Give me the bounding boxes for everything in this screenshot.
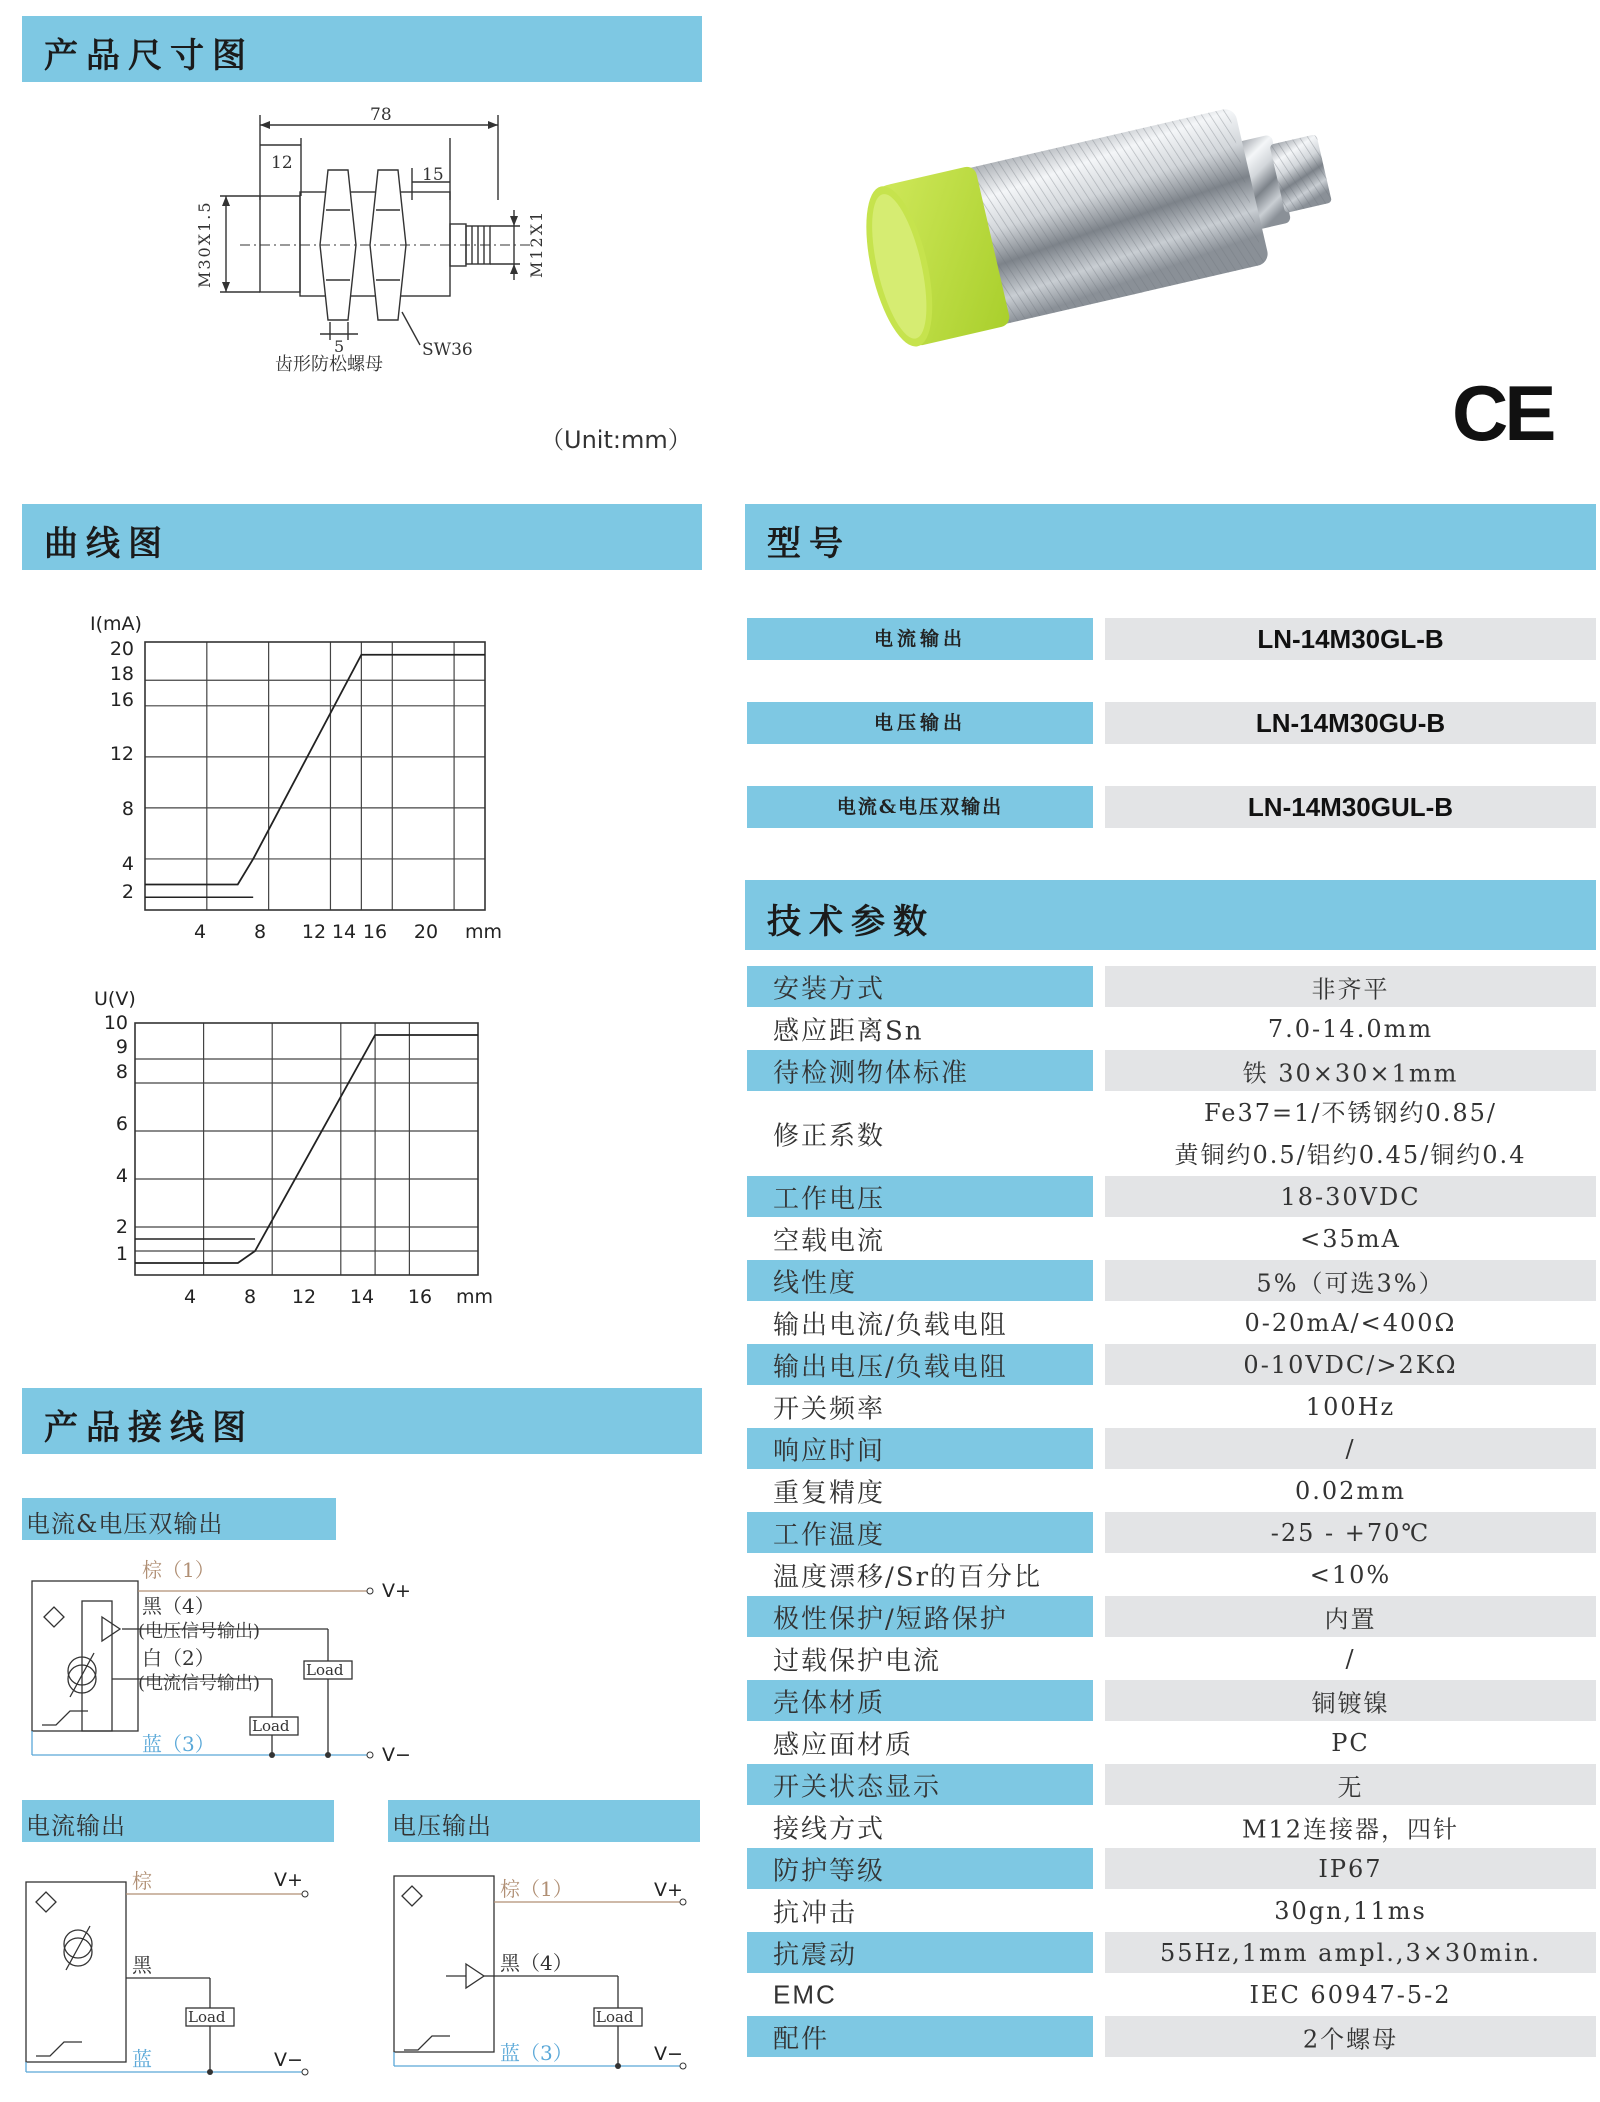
voltage-xtick: 14 — [349, 1286, 375, 1308]
section-header-wiring — [22, 1388, 702, 1454]
section-title: 产品接线图 — [44, 1408, 254, 1448]
current-chart-ylabel: I(mA) — [90, 613, 142, 635]
wiring-voltage-diagram — [390, 1860, 700, 2080]
spec-key: 抗冲击 — [773, 1898, 858, 1928]
wire-black-note: (电压信号输出) — [138, 1621, 261, 1642]
voltage-chart — [80, 985, 520, 1315]
current-xtick: 12 — [301, 921, 327, 943]
spec-value: 铜镀镍 — [1311, 1689, 1390, 1717]
spec-row — [747, 1764, 1596, 1805]
spec-value: IEC 60947-5-2 — [1249, 1980, 1452, 2009]
spec-value-cell — [1105, 1890, 1596, 1931]
model-value: LN-14M30GUL-B — [1105, 786, 1596, 828]
current-xtick: 4 — [193, 921, 207, 943]
spec-key: 温度漂移/Sr的百分比 — [773, 1562, 1043, 1592]
series-line — [145, 655, 485, 885]
dimension-drawing — [180, 100, 580, 390]
spec-value: 55Hz,1mm ampl.,3×30min. — [1160, 1938, 1541, 1967]
spec-value-cell — [1105, 1386, 1596, 1427]
dim-wrench-label: SW36 — [422, 340, 473, 360]
wire-brown-label: 棕 — [132, 1869, 152, 1893]
spec-key-cell — [747, 1974, 1093, 2015]
spec-value-cell — [1105, 1596, 1596, 1637]
voltage-ytick: 4 — [115, 1165, 128, 1187]
voltage-xtick: 8 — [243, 1286, 257, 1308]
load-label: Load — [596, 2008, 634, 2026]
spec-row — [747, 1638, 1596, 1679]
dim-nut-label: 齿形防松螺母 — [275, 354, 383, 375]
spec-value-cell — [1105, 1512, 1596, 1553]
wire-black-label: 黑 — [132, 1953, 152, 1977]
spec-value: 0-10VDC/>2KΩ — [1243, 1350, 1458, 1379]
spec-row — [747, 1554, 1596, 1595]
spec-value-cell — [1105, 2016, 1596, 2057]
current-chart — [80, 610, 520, 950]
load-label: Load — [252, 1717, 290, 1735]
wiring-current-diagram — [22, 1860, 322, 2080]
voltage-ytick: 9 — [115, 1036, 128, 1058]
plot-frame — [145, 642, 485, 910]
spec-value: 铁 30×30×1mm — [1242, 1059, 1459, 1087]
dim-rear-length: 15 — [422, 165, 444, 185]
spec-value-cell — [1105, 1554, 1596, 1595]
spec-key: 修正系数 — [773, 1121, 886, 1151]
wire-brown-label: 棕（1） — [142, 1558, 215, 1582]
spec-key-cell — [747, 1470, 1093, 1511]
wire-white-note: (电流信号输出) — [138, 1673, 261, 1694]
wiring-dual-diagram — [22, 1545, 442, 1765]
spec-key-cell — [747, 1344, 1093, 1385]
model-label: 电压输出 — [747, 702, 1093, 744]
spec-value-cell — [1105, 1638, 1596, 1679]
spec-key: 工作电压 — [773, 1184, 886, 1214]
dim-nut-thickness: 5 — [334, 337, 345, 356]
current-xtick: 20 — [413, 921, 439, 943]
spec-value-cell — [1105, 1176, 1596, 1217]
current-ytick: 18 — [109, 663, 134, 685]
model-value: LN-14M30GU-B — [1105, 702, 1596, 744]
section-header-dimensions — [22, 16, 702, 82]
spec-key-cell — [747, 1050, 1093, 1091]
spec-value-cell — [1105, 966, 1596, 1007]
wire-blue-label: 蓝 — [132, 2047, 152, 2071]
voltage-ytick: 2 — [115, 1216, 128, 1238]
spec-value: 30gn,11ms — [1274, 1896, 1427, 1925]
spec-row — [747, 1680, 1596, 1721]
spec-row — [747, 1470, 1596, 1511]
voltage-xunit: mm — [456, 1286, 494, 1308]
spec-key-cell — [747, 2016, 1093, 2057]
spec-row — [747, 1974, 1596, 2015]
spec-key-cell — [747, 1890, 1093, 1931]
current-xunit: mm — [465, 921, 503, 943]
wire-blue-label: 蓝（3） — [500, 2041, 573, 2065]
spec-value-cell — [1105, 1050, 1596, 1091]
spec-value-cell — [1105, 1260, 1596, 1301]
current-ytick: 12 — [109, 743, 134, 765]
spec-value-cell — [1105, 1008, 1596, 1049]
vplus-label: V+ — [654, 1879, 683, 1901]
spec-key-cell — [747, 1806, 1093, 1847]
plot-frame — [135, 1023, 478, 1275]
dim-front-length: 12 — [271, 153, 293, 173]
spec-value: 无 — [1337, 1773, 1364, 1801]
spec-key-cell — [747, 1218, 1093, 1259]
load-label: Load — [306, 1661, 344, 1679]
spec-key: 感应距离Sn — [773, 1016, 924, 1046]
voltage-xtick: 4 — [183, 1286, 197, 1308]
current-ytick: 4 — [121, 853, 134, 875]
spec-key-cell — [747, 1512, 1093, 1553]
voltage-ytick: 10 — [103, 1012, 128, 1034]
spec-key: 开关频率 — [773, 1394, 886, 1424]
wiring-voltage-title-bar — [388, 1800, 700, 1842]
spec-row — [747, 966, 1596, 1007]
wiring-dual-title: 电流&电压双输出 — [26, 1510, 224, 1538]
spec-row — [747, 1890, 1596, 1931]
spec-value: 0-20mA/<400Ω — [1244, 1308, 1457, 1337]
spec-key-cell — [747, 1428, 1093, 1469]
spec-key: 工作温度 — [773, 1520, 886, 1550]
voltage-xtick: 16 — [407, 1286, 433, 1308]
spec-value: 7.0-14.0mm — [1267, 1014, 1434, 1043]
voltage-ytick: 6 — [115, 1113, 128, 1135]
product-photo — [850, 80, 1370, 350]
voltage-xtick: 12 — [291, 1286, 317, 1308]
spec-value-cell — [1105, 1680, 1596, 1721]
spec-key: 输出电压/负载电阻 — [773, 1352, 1008, 1382]
spec-key-cell — [747, 966, 1093, 1007]
dim-thread-label: M30X1.5 — [195, 200, 214, 288]
spec-row — [747, 1596, 1596, 1637]
spec-value-cell — [1105, 1428, 1596, 1469]
spec-key-cell — [747, 1260, 1093, 1301]
spec-value: Fe37=1/不锈钢约0.85/ — [1203, 1098, 1498, 1127]
spec-row — [747, 1428, 1596, 1469]
spec-row — [747, 1386, 1596, 1427]
spec-key-cell — [747, 1008, 1093, 1049]
spec-key: 重复精度 — [773, 1478, 886, 1508]
spec-value: 5%（可选3%） — [1256, 1269, 1445, 1297]
spec-value-cell — [1105, 1344, 1596, 1385]
spec-row — [747, 1302, 1596, 1343]
spec-row — [747, 1050, 1596, 1091]
spec-key-cell — [747, 1680, 1093, 1721]
spec-row — [747, 1176, 1596, 1217]
spec-value: <35mA — [1300, 1224, 1401, 1253]
spec-value: / — [1345, 1434, 1356, 1463]
spec-value: <10% — [1309, 1560, 1392, 1589]
spec-value: PC — [1331, 1728, 1370, 1757]
spec-key: 输出电流/负载电阻 — [773, 1310, 1008, 1340]
current-ytick: 8 — [121, 798, 134, 820]
spec-key-cell — [747, 1932, 1093, 1973]
spec-value-cell — [1105, 1722, 1596, 1763]
spec-row — [747, 1512, 1596, 1553]
spec-value: 内置 — [1324, 1605, 1377, 1633]
section-header-specs — [745, 880, 1596, 950]
load-label: Load — [188, 2008, 226, 2026]
spec-value: -25 - +70℃ — [1270, 1518, 1431, 1547]
spec-row — [747, 2016, 1596, 2057]
spec-key: 开关状态显示 — [773, 1772, 942, 1802]
wiring-current-title-bar — [22, 1800, 334, 1842]
wiring-current-title: 电流输出 — [26, 1812, 126, 1840]
section-title: 技术参数 — [767, 902, 935, 942]
voltage-ytick: 8 — [115, 1061, 128, 1083]
spec-key: 过载保护电流 — [773, 1646, 942, 1676]
spec-row — [747, 1848, 1596, 1889]
spec-key: 待检测物体标准 — [773, 1058, 970, 1088]
spec-value-cell — [1105, 1470, 1596, 1511]
wire-black-label: 黑（4） — [142, 1594, 215, 1618]
spec-key: 线性度 — [773, 1268, 858, 1298]
spec-value: IP67 — [1318, 1854, 1383, 1883]
spec-row — [747, 1932, 1596, 1973]
spec-value-cell — [1105, 1092, 1596, 1175]
series-line — [135, 1035, 478, 1263]
spec-key: 空载电流 — [773, 1226, 886, 1256]
section-title: 曲线图 — [44, 524, 170, 564]
spec-key-cell — [747, 1386, 1093, 1427]
vminus-label: V− — [274, 2049, 303, 2071]
spec-key: 感应面材质 — [773, 1730, 914, 1760]
spec-key: EMC — [773, 1979, 837, 2009]
spec-value-cell — [1105, 1848, 1596, 1889]
spec-row — [747, 1008, 1596, 1049]
spec-value-line2: 黄铜约0.5/铝约0.45/铜约0.4 — [1174, 1140, 1527, 1169]
spec-value: 非齐平 — [1311, 975, 1390, 1003]
current-ytick: 16 — [109, 689, 134, 711]
spec-key-cell — [747, 1554, 1093, 1595]
spec-row — [747, 1092, 1596, 1175]
spec-row — [747, 1260, 1596, 1301]
wiring-dual-title-bar — [22, 1498, 336, 1540]
spec-value: / — [1345, 1644, 1356, 1673]
spec-key: 壳体材质 — [773, 1688, 886, 1718]
spec-value-cell — [1105, 1302, 1596, 1343]
spec-key-cell — [747, 1176, 1093, 1217]
ce-mark: CE — [1452, 369, 1553, 457]
section-title: 型号 — [767, 524, 851, 564]
spec-key: 安装方式 — [773, 974, 886, 1004]
unit-note: （Unit:mm） — [540, 426, 692, 454]
spec-value: 18-30VDC — [1280, 1182, 1421, 1211]
spec-value: 0.02mm — [1295, 1476, 1406, 1505]
current-xtick: 8 — [253, 921, 267, 943]
model-label: 电流&电压双输出 — [747, 786, 1093, 828]
spec-key-cell — [747, 1302, 1093, 1343]
spec-key: 抗震动 — [773, 1940, 858, 1970]
section-header-curves — [22, 504, 702, 570]
vplus-label: V+ — [274, 1869, 303, 1891]
wire-brown-label: 棕（1） — [500, 1877, 573, 1901]
spec-key-cell — [747, 1722, 1093, 1763]
spec-row — [747, 1218, 1596, 1259]
dim-connector-label: M12X1 — [527, 209, 546, 278]
spec-value: 100Hz — [1305, 1392, 1396, 1421]
spec-key-cell — [747, 1596, 1093, 1637]
spec-value-cell — [1105, 1218, 1596, 1259]
spec-value-cell — [1105, 1974, 1596, 2015]
spec-value-cell — [1105, 1806, 1596, 1847]
spec-row — [747, 1806, 1596, 1847]
spec-row — [747, 1722, 1596, 1763]
dim-overall-length: 78 — [370, 105, 392, 125]
spec-key-cell — [747, 1638, 1093, 1679]
spec-key: 防护等级 — [773, 1856, 886, 1886]
vplus-label: V+ — [382, 1580, 411, 1602]
wiring-voltage-title: 电压输出 — [392, 1812, 492, 1840]
vminus-label: V− — [382, 1744, 411, 1765]
wire-white-label: 白（2） — [142, 1646, 215, 1670]
spec-row — [747, 1344, 1596, 1385]
section-header-model — [745, 504, 1596, 570]
spec-value: 2个螺母 — [1302, 2025, 1399, 2053]
model-label: 电流输出 — [747, 618, 1093, 660]
spec-key-cell — [747, 1848, 1093, 1889]
model-value: LN-14M30GL-B — [1105, 618, 1596, 660]
spec-value: M12连接器，四针 — [1241, 1815, 1460, 1843]
vminus-label: V− — [654, 2043, 683, 2065]
current-ytick: 2 — [121, 881, 134, 903]
wire-blue-label: 蓝（3） — [142, 1732, 215, 1756]
voltage-ytick: 1 — [115, 1243, 128, 1265]
spec-key-cell — [747, 1092, 1093, 1175]
spec-value-cell — [1105, 1932, 1596, 1973]
wire-black-label: 黑（4） — [500, 1951, 573, 1975]
current-xtick: 14 — [331, 921, 357, 943]
spec-key: 响应时间 — [773, 1436, 886, 1466]
current-xtick: 16 — [362, 921, 388, 943]
spec-key-cell — [747, 1764, 1093, 1805]
spec-key: 配件 — [773, 2024, 830, 2054]
spec-value-cell — [1105, 1764, 1596, 1805]
voltage-chart-ylabel: U(V) — [94, 988, 136, 1010]
spec-key: 极性保护/短路保护 — [773, 1604, 1008, 1634]
spec-key: 接线方式 — [773, 1814, 886, 1844]
current-ytick: 20 — [109, 638, 134, 660]
section-title: 产品尺寸图 — [44, 36, 254, 76]
